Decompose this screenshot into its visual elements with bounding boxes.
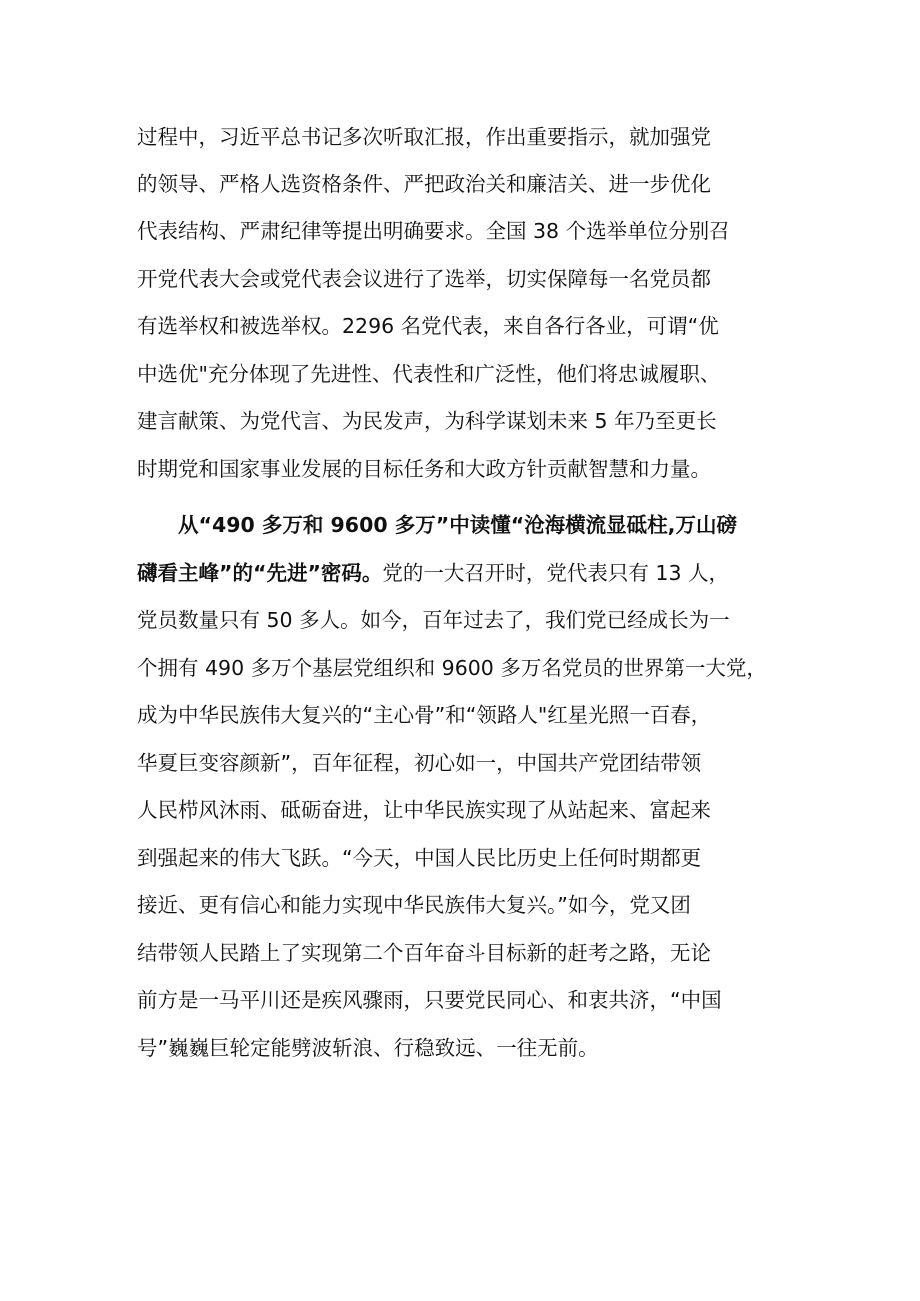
paragraph2-line: 结带领人民踏上了实现第二个百年奋斗目标新的赶考之路，无论 <box>137 941 711 965</box>
paragraph2-line: 到强起来的伟大飞跃。“今天，中国人民比历史上任何时期都更 <box>137 846 702 870</box>
paragraph2-heading-line2 <box>137 559 729 587</box>
paragraph2-line: 华夏巨变容颜新”，百年征程，初心如一，中国共产党团结带领 <box>137 751 702 775</box>
paragraph1-line: 代表结构、严肃纪律等提出明确要求。全国 38 个选举单位分别召 <box>137 219 730 243</box>
paragraph2-text-start: 党的一大召开时，党代表只有 13 人， <box>382 561 730 585</box>
paragraph1-line: 建言献策、为党代言、为民发声，为科学谋划未来 5 年乃至更长 <box>137 409 717 433</box>
paragraph2-line: 党员数量只有 50 多人。如今，百年过去了，我们党已经成长为一 <box>137 608 730 632</box>
paragraph2-line: 人民栉风沐雨、砥砺奋进，让中华民族实现了从站起来、富起来 <box>137 798 711 822</box>
paragraph1-line: 中选优"充分体现了先进性、代表性和广泛性，他们将忠诚履职、 <box>137 362 721 386</box>
paragraph1-line: 过程中，习近平总书记多次听取汇报，作出重要指示，就加强党 <box>137 125 711 149</box>
paragraph2-heading-end: 礴看主峰”的“先进”密码。 <box>137 561 383 585</box>
paragraph2-line: 前方是一马平川还是疾风骤雨，只要党民同心、和衷共济，“中国 <box>137 988 722 1012</box>
paragraph2-line: 成为中华民族伟大复兴的“主心骨”和“领路人"红星光照一百春， <box>137 703 712 727</box>
paragraph1-line: 的领导、严格人选资格条件、严把政治关和廉洁关、进一步优化 <box>137 172 711 196</box>
paragraph2-line: 接近、更有信心和能力实现中华民族伟大复兴。”如今，党又团 <box>137 893 691 917</box>
paragraph1-line: 有选举权和被选举权。2296 名党代表，来自各行各业，可谓“优 <box>137 314 719 338</box>
paragraph2-line: 个拥有 490 多万个基层党组织和 9600 多万名党员的世界第一大党， <box>137 656 767 680</box>
paragraph1-line: 时期党和国家事业发展的目标任务和大政方针贡献智慧和力量。 <box>137 457 711 481</box>
paragraph2-line: 号”巍巍巨轮定能劈波斩浪、行稳致远、一往无前。 <box>137 1036 599 1060</box>
paragraph1-line: 开党代表大会或党代表会议进行了选举，切实保障每一名党员都 <box>137 267 711 291</box>
paragraph2-heading: 从“490 多万和 9600 多万”中读懂“沧海横流显砥柱,万山磅 <box>178 513 737 537</box>
